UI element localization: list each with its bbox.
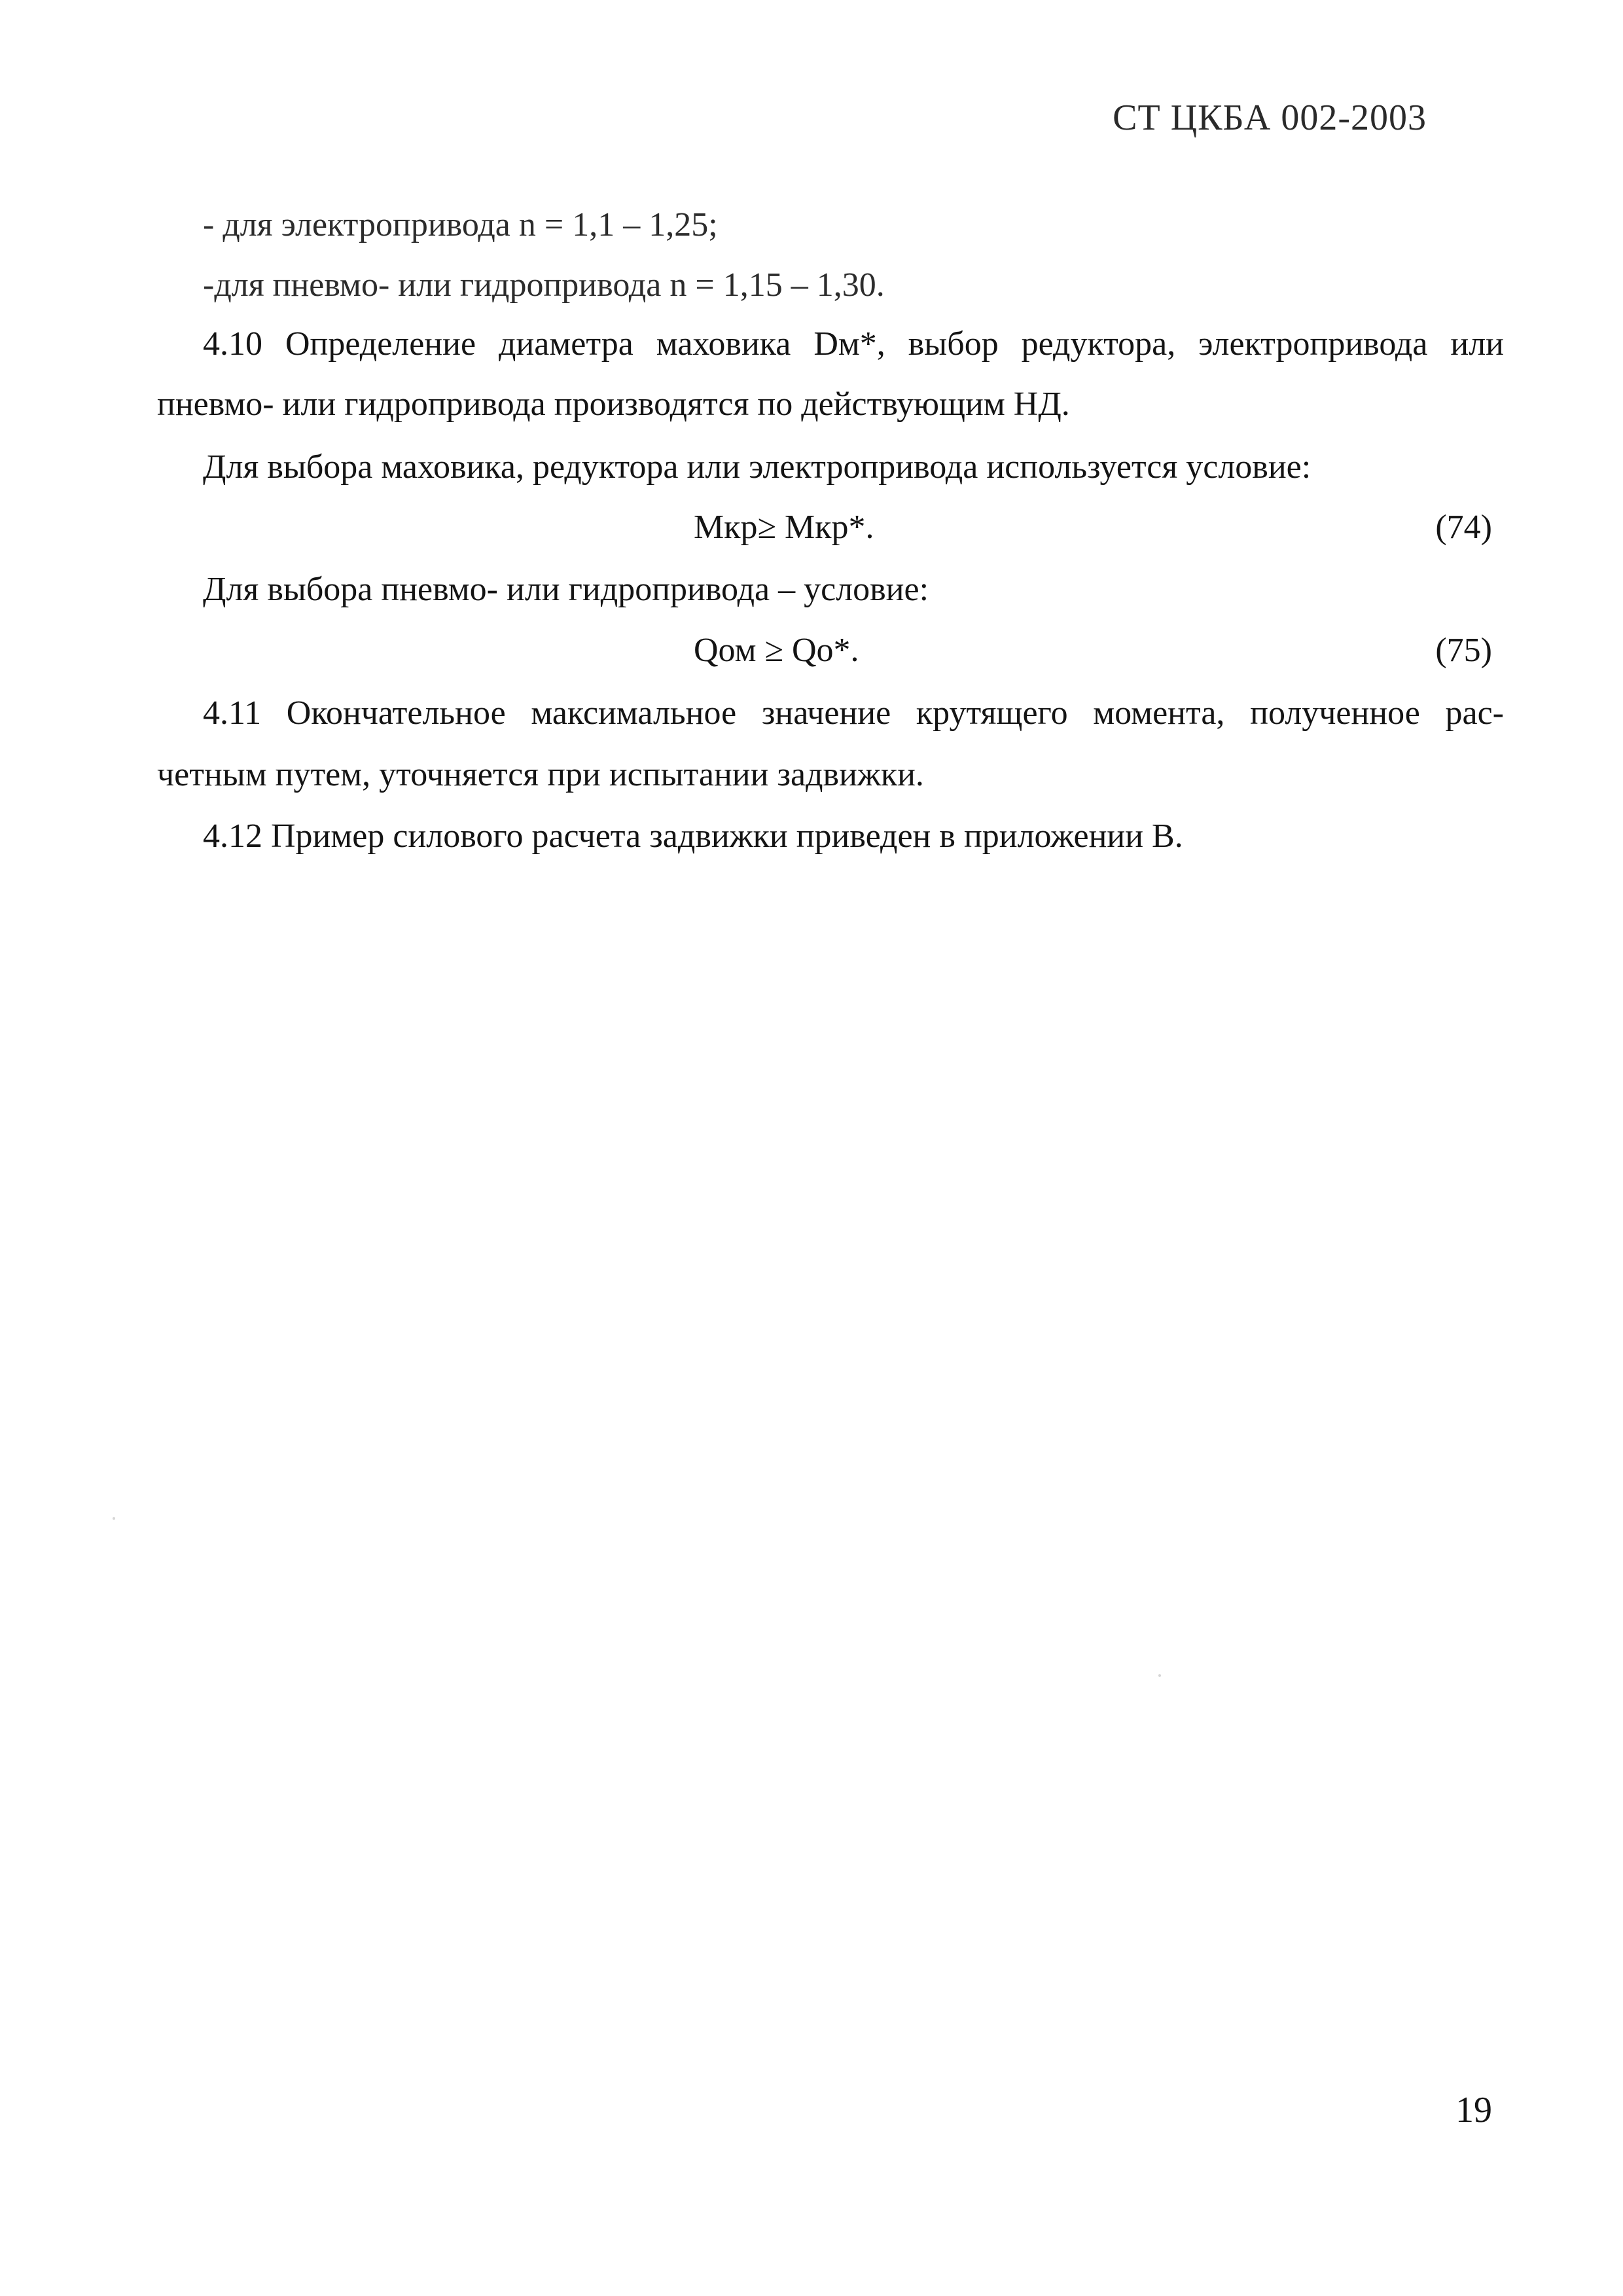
clause-4-10-line-2: пневмо- или гидропривода производятся по действующим НД. xyxy=(157,386,1070,423)
clause-4-11-line-1: 4.11 Окончательное максимальное значение крутящего момента, полученное рас- xyxy=(203,694,1504,732)
clause-4-12: 4.12 Пример силового расчета задвижки приведен в приложении В. xyxy=(203,817,1183,855)
pneumo-hydro-drive-coefficient-line: -для пневмо- или гидропривода n = 1,15 – 1,30. xyxy=(203,266,885,304)
handwheel-selection-condition-text: Для выбора маховика, редуктора или электропривода используется условие: xyxy=(203,448,1311,486)
document-code-header: СТ ЦКБА 002-2003 xyxy=(1113,98,1427,138)
pneumo-selection-condition-text: Для выбора пневмо- или гидропривода – условие: xyxy=(203,571,929,608)
clause-4-11-line-2: четным путем, уточняется при испытании задвижки. xyxy=(157,756,924,793)
formula-74: Мкр≥ Мкр*. xyxy=(694,509,874,546)
scan-speck xyxy=(113,1517,115,1520)
formula-75: Qом ≥ Qо*. xyxy=(694,632,859,669)
electric-drive-coefficient-line: - для электропривода n = 1,1 – 1,25; xyxy=(203,206,718,243)
scan-speck xyxy=(1158,1674,1161,1677)
clause-4-10-line-1: 4.10 Определение диаметра маховика Dм*, выбор редуктора, электропривода или xyxy=(203,325,1504,363)
equation-number-75: (75) xyxy=(1435,632,1492,669)
equation-number-74: (74) xyxy=(1435,509,1492,546)
page-number: 19 xyxy=(1455,2090,1492,2130)
